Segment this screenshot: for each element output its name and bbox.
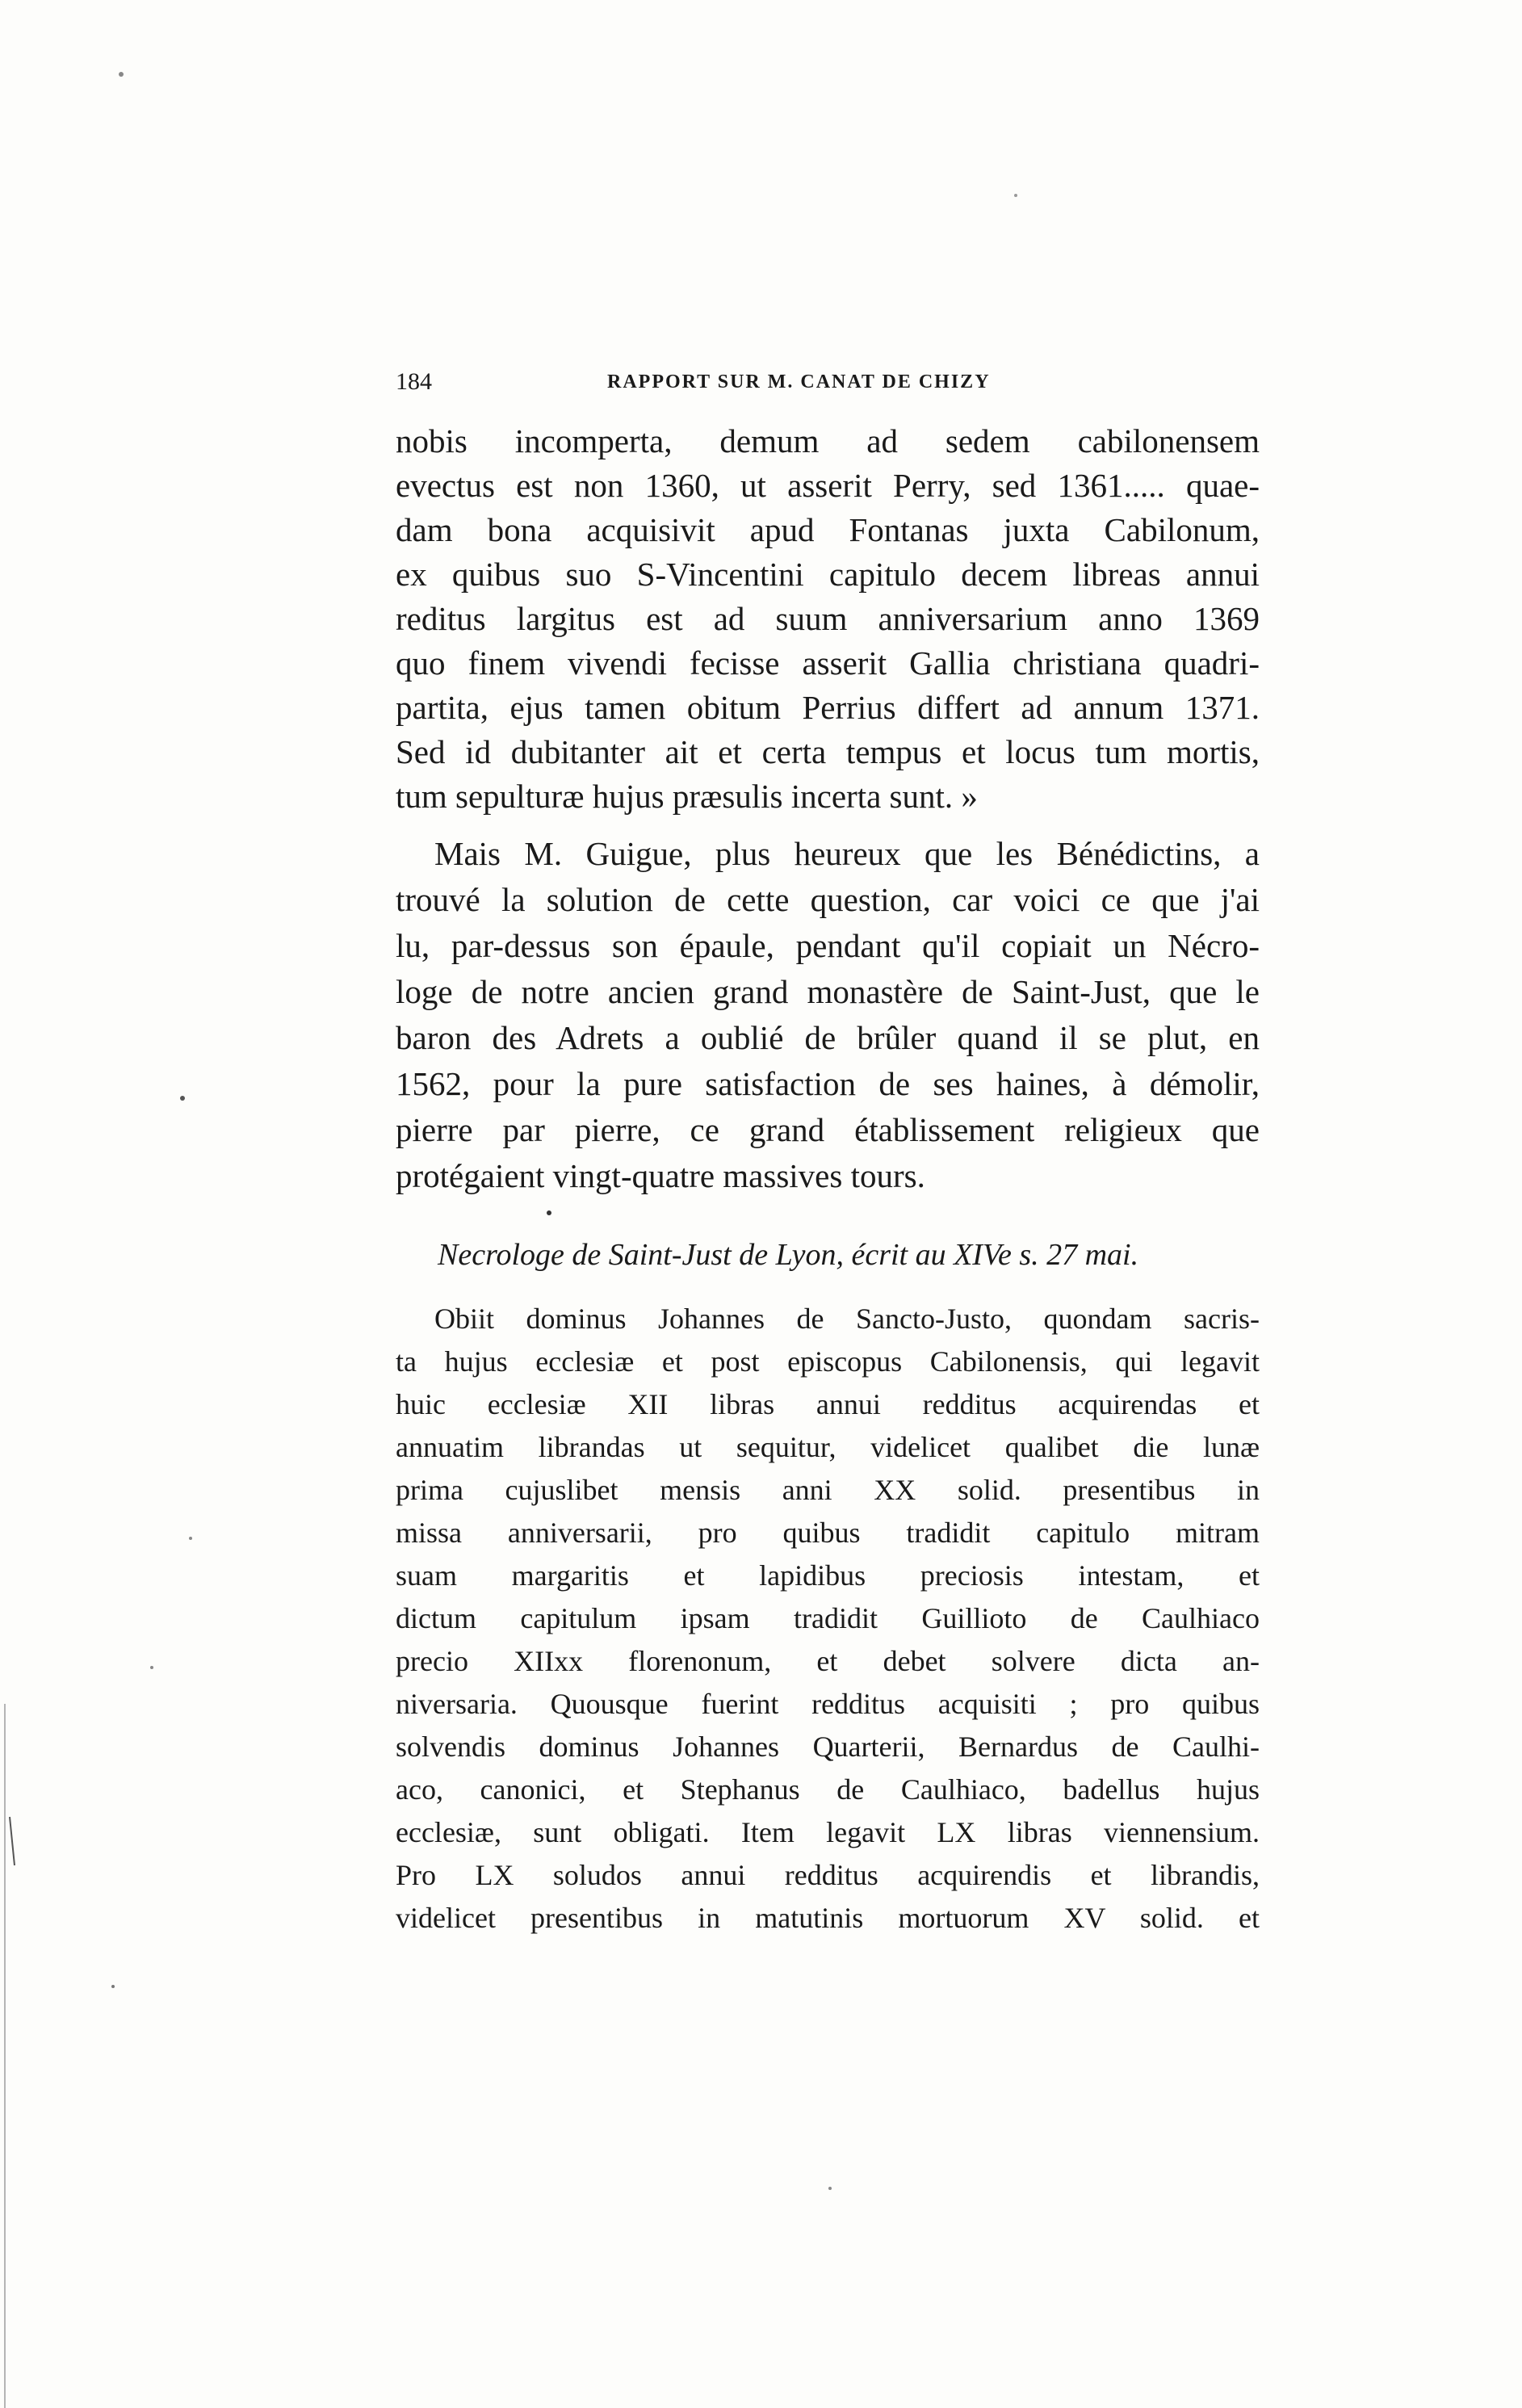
text-line: solvendis dominus Johannes Quarterii, Bernardus de Caulhi- xyxy=(396,1730,1260,1763)
text-line: ex quibus suo S-Vincentini capitulo decem libreas annui xyxy=(396,556,1260,593)
text-line: quo finem vivendi fecisse asserit Gallia christiana quadri- xyxy=(396,644,1260,682)
text-line: lu, par-dessus son épaule, pendant qu'il copiait un Nécro- xyxy=(396,927,1260,964)
text-line: 1562, pour la pure satisfaction de ses haines, à démolir, xyxy=(396,1065,1260,1102)
page-header xyxy=(396,368,1260,401)
speck xyxy=(189,1537,192,1540)
text-line: ecclesiæ, sunt obligati. Item legavit LX libras viennensium. xyxy=(396,1816,1260,1848)
text-line: aco, canonici, et Stephanus de Caulhiaco, badellus hujus xyxy=(396,1773,1260,1806)
speck xyxy=(111,1985,115,1988)
text-line: Sed id dubitanter ait et certa tempus et locus tum mortis, xyxy=(396,733,1260,770)
text-line: partita, ejus tamen obitum Perrius differt ad annum 1371. xyxy=(396,689,1260,726)
text-line: trouvé la solution de cette question, car voici ce que j'ai xyxy=(396,881,1260,918)
text-line: Pro LX soludos annui redditus acquirendis et librandis, xyxy=(396,1859,1260,1891)
text-line: reditus largitus est ad suum anniversarium anno 1369 xyxy=(396,600,1260,637)
page-number: 184 xyxy=(396,368,432,395)
text-line: huic ecclesiæ XII libras annui redditus acquirendas et xyxy=(396,1388,1260,1420)
text-line: pierre par pierre, ce grand établissement religieux que xyxy=(396,1111,1260,1148)
text-line: Obiit dominus Johannes de Sancto-Justo, quondam sacris- xyxy=(434,1303,1260,1335)
text-line: annuatim librandas ut sequitur, videlicet qualibet die lunæ xyxy=(396,1431,1260,1463)
text-line: dictum capitulum ipsam tradidit Guillioto de Caulhiaco xyxy=(396,1602,1260,1634)
text-line: ta hujus ecclesiæ et post episcopus Cabilonensis, qui legavit xyxy=(396,1345,1260,1378)
speck xyxy=(119,72,124,77)
text-line: niversaria. Quousque fuerint redditus acquisiti ; pro quibus xyxy=(396,1688,1260,1720)
speck xyxy=(828,2187,832,2190)
text-line: nobis incomperta, demum ad sedem cabilonensem xyxy=(396,422,1260,459)
text-line: dam bona acquisivit apud Fontanas juxta Cabilonum, xyxy=(396,511,1260,548)
text-line: videlicet presentibus in matutinis mortuorum XV solid. et xyxy=(396,1902,1260,1934)
speck xyxy=(547,1210,551,1215)
running-head: RAPPORT SUR M. CANAT DE CHIZY xyxy=(607,371,991,392)
speck xyxy=(180,1096,185,1101)
text-line: tum sepulturæ hujus præsulis incerta sunt. » xyxy=(396,778,978,815)
text-line: protégaient vingt-quatre massives tours. xyxy=(396,1157,925,1194)
binding-edge-mark xyxy=(10,1817,15,1865)
speck xyxy=(150,1666,153,1669)
text-line: prima cujuslibet mensis anni XX solid. presentibus in xyxy=(396,1474,1260,1506)
text-line: loge de notre ancien grand monastère de Saint-Just, que le xyxy=(396,973,1260,1010)
text-line: Mais M. Guigue, plus heureux que les Bénédictins, a xyxy=(434,835,1260,872)
text-line: missa anniversarii, pro quibus tradidit capitulo mitram xyxy=(396,1517,1260,1549)
speck xyxy=(1014,194,1017,197)
text-line: baron des Adrets a oublié de brûler quand il se plut, en xyxy=(396,1019,1260,1056)
section-heading: Necrologe de Saint-Just de Lyon, écrit au XIVe s. 27 mai. xyxy=(438,1238,1139,1272)
text-line: precio XIIxx florenonum, et debet solvere dicta an- xyxy=(396,1645,1260,1677)
text-line: evectus est non 1360, ut asserit Perry, sed 1361..... quae- xyxy=(396,467,1260,504)
text-line: suam margaritis et lapidibus preciosis intestam, et xyxy=(396,1559,1260,1592)
